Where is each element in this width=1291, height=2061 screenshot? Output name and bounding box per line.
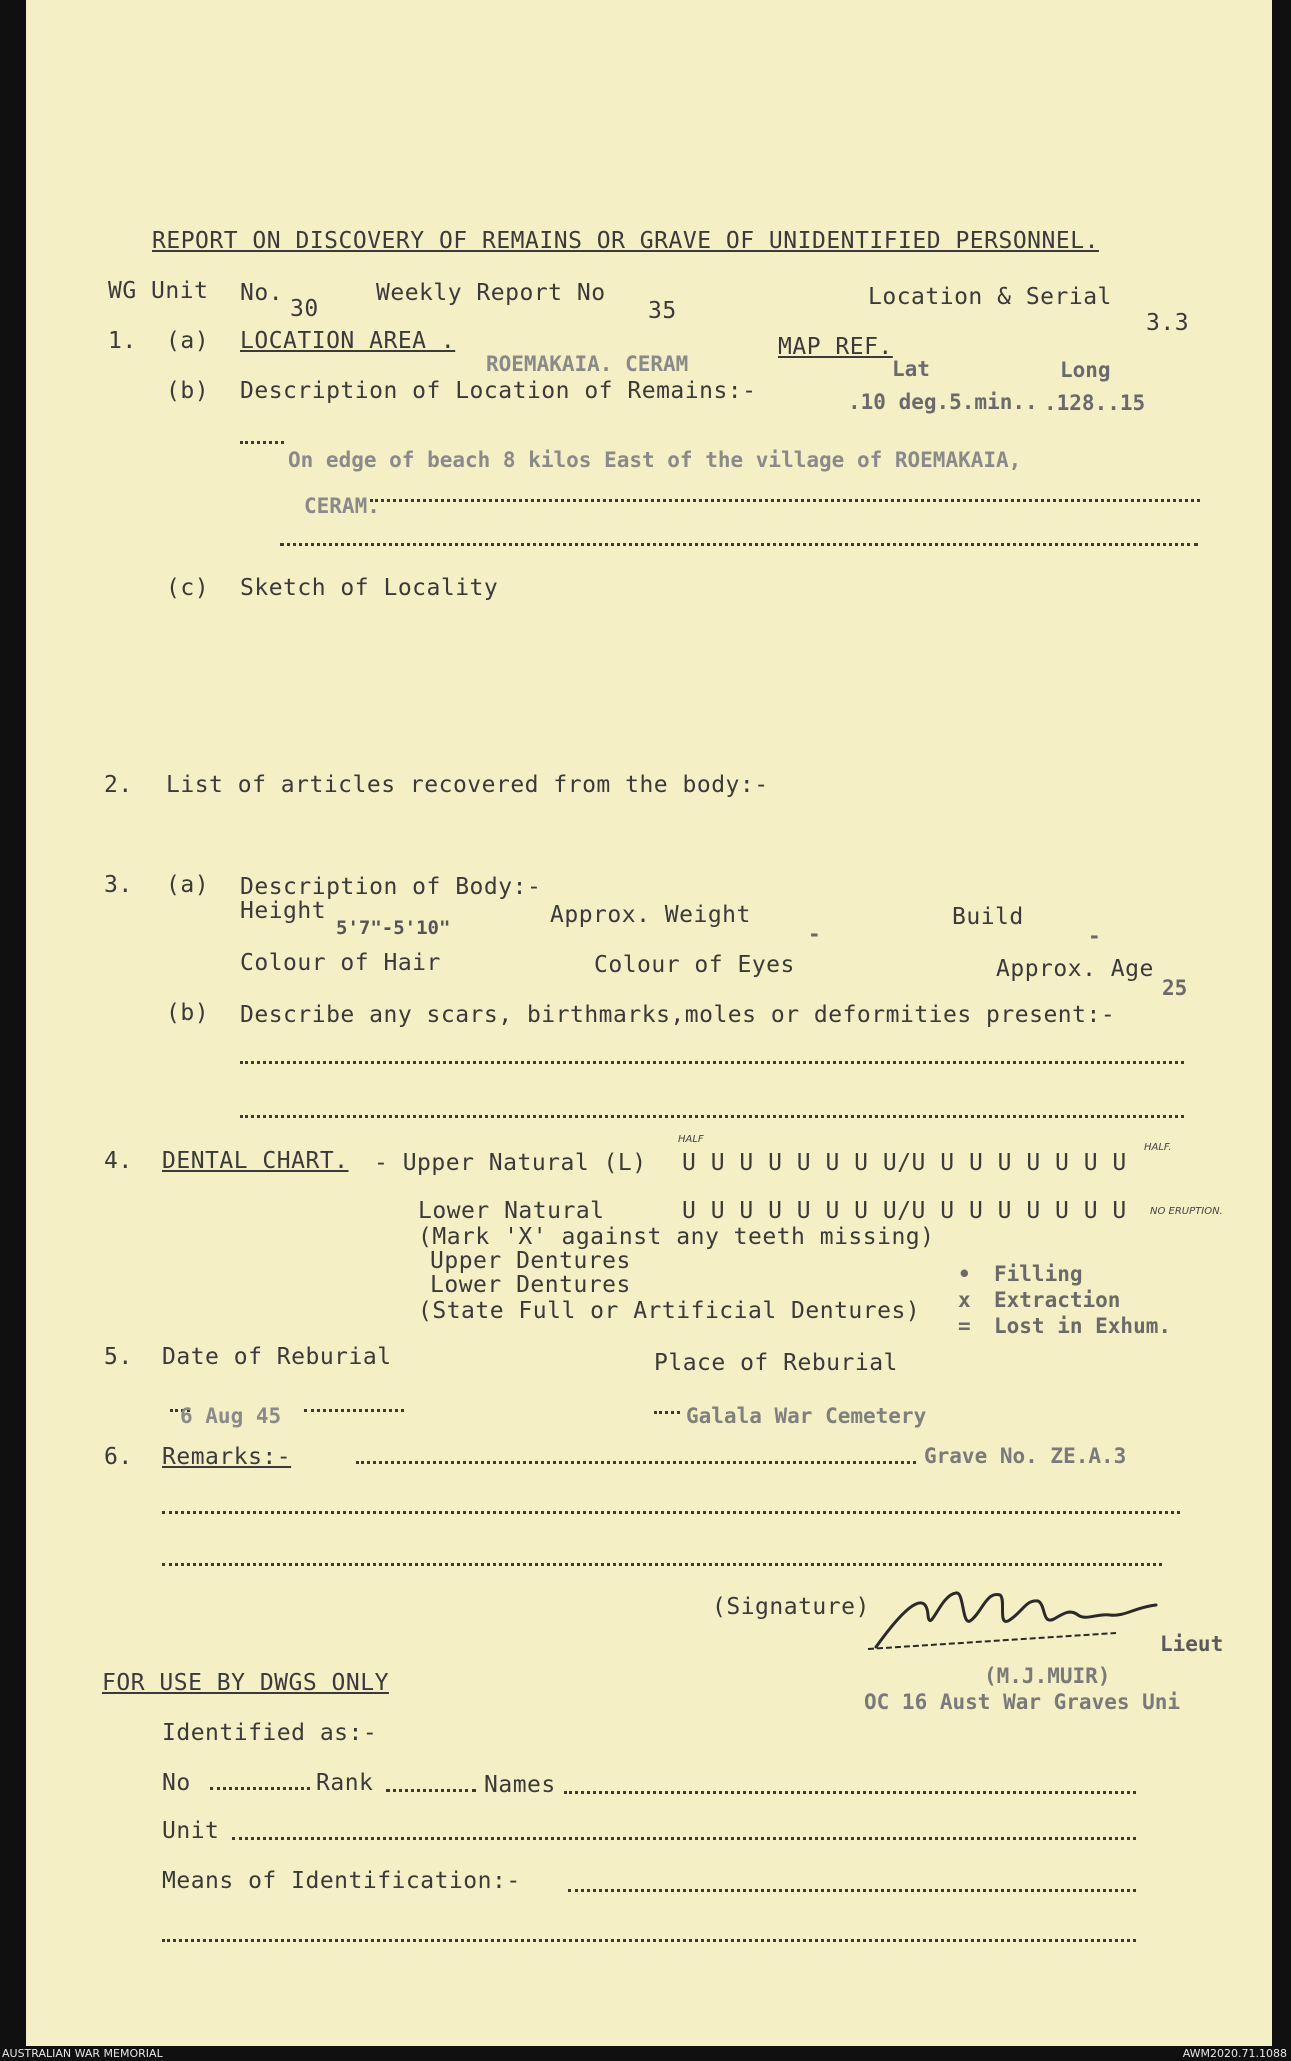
approx-age-value: 25 [1162, 976, 1188, 1000]
upper-dentures-label: Upper Dentures [430, 1248, 631, 1274]
legend-extraction-text: Extraction [994, 1288, 1121, 1312]
half-left-note: HALF [678, 1134, 704, 1145]
archive-reference: AWM2020.71.1088 [1182, 2047, 1287, 2060]
upper-natural-label: - Upper Natural (L) [374, 1150, 647, 1176]
report-title: REPORT ON DISCOVERY OF REMAINS OR GRAVE OF UNIDENTIFIED PERSONNEL. [152, 228, 1099, 254]
dotted-line [356, 1458, 916, 1464]
dotted-line [210, 1784, 310, 1790]
articles-recovered-label: List of articles recovered from the body:- [166, 772, 769, 798]
weekly-report-label: Weekly Report No [376, 280, 606, 306]
dotted-line [280, 540, 1198, 546]
dotted-line [654, 1408, 680, 1414]
signatory-name: (M.J.MUIR) [984, 1664, 1111, 1688]
approx-age-label: Approx. Age [996, 956, 1154, 982]
dwgs-unit-label: Unit [162, 1818, 220, 1844]
sketch-of-locality-label: Sketch of Locality [240, 575, 499, 601]
dotted-line [568, 1886, 1136, 1892]
dotted-line [564, 1788, 1136, 1794]
section-3a-marker: (a) [166, 872, 210, 898]
section-1-number: 1. [108, 328, 137, 354]
section-1a-marker: (a) [166, 328, 210, 354]
dwgs-only-title: FOR USE BY DWGS ONLY [102, 1670, 389, 1696]
no-value: 30 [290, 296, 319, 322]
section-4-number: 4. [104, 1148, 133, 1174]
archive-footer [0, 2046, 1291, 2061]
dwgs-names-label: Names [484, 1772, 556, 1798]
height-value: 5'7"-5'10" [336, 917, 451, 939]
dotted-line [386, 1786, 476, 1792]
lat-label: Lat [892, 357, 930, 381]
signatory-unit: OC 16 Aust War Graves Uni [864, 1690, 1181, 1714]
legend-lost-symbol: = [958, 1314, 971, 1338]
build-label: Build [952, 904, 1024, 930]
dotted-line [162, 1560, 1162, 1566]
lower-teeth-row: U U U U U U U U/U U U U U U U U [682, 1198, 1127, 1224]
lat-value: .10 deg.5.min.. [848, 390, 1038, 414]
location-area-label: LOCATION AREA . [240, 328, 456, 354]
location-description-line-2: CERAM. [304, 494, 380, 518]
hair-colour-label: Colour of Hair [240, 950, 441, 976]
half-right-note: HALF. [1144, 1142, 1172, 1153]
dotted-line [240, 1112, 1184, 1118]
report-form-page [26, 0, 1272, 2046]
weekly-report-value: 35 [648, 298, 677, 324]
body-description-label: Description of Body:- [240, 874, 542, 900]
long-value: .128..15 [1044, 391, 1146, 415]
weight-value: - [808, 922, 821, 946]
state-dentures-note: (State Full or Artificial Dentures) [418, 1298, 921, 1324]
height-label: Height [240, 898, 327, 924]
dotted-line [240, 438, 284, 444]
build-value: - [1088, 924, 1101, 948]
section-1b-marker: (b) [166, 378, 210, 404]
mark-missing-note: (Mark 'X' against any teeth missing) [418, 1224, 935, 1250]
archive-name: AUSTRALIAN WAR MEMORIAL [2, 2047, 163, 2060]
long-label: Long [1060, 358, 1111, 382]
location-serial-label: Location & Serial [868, 284, 1112, 310]
reburial-place-label: Place of Reburial [654, 1350, 898, 1376]
dotted-line [304, 1406, 404, 1412]
map-ref-label: MAP REF. [778, 334, 893, 360]
reburial-date-value: 6 Aug 45 [180, 1404, 282, 1428]
upper-teeth-row: U U U U U U U U/U U U U U U U U [682, 1150, 1127, 1176]
section-2-number: 2. [104, 772, 133, 798]
dotted-line [162, 1936, 1136, 1942]
legend-lost-text: Lost in Exhum. [994, 1314, 1172, 1338]
section-5-number: 5. [104, 1344, 133, 1370]
remarks-label: Remarks:- [162, 1444, 292, 1470]
dotted-line [162, 1508, 1180, 1514]
lower-dentures-label: Lower Dentures [430, 1272, 631, 1298]
signature-rank: Lieut [1160, 1632, 1224, 1656]
identified-as-label: Identified as:- [162, 1720, 378, 1746]
lower-natural-label: Lower Natural [418, 1198, 605, 1224]
scars-label: Describe any scars, birthmarks,moles or deformities present:- [240, 1002, 1116, 1028]
dwgs-rank-label: Rank [316, 1770, 374, 1796]
section-1c-marker: (c) [166, 575, 210, 601]
location-area-value: ROEMAKAIA. CERAM [486, 352, 689, 376]
means-of-identification-label: Means of Identification:- [162, 1868, 521, 1894]
eye-colour-label: Colour of Eyes [594, 952, 795, 978]
reburial-place-value: Galala War Cemetery [686, 1404, 927, 1428]
legend-filling-symbol: • [958, 1262, 971, 1286]
location-serial-value: 3.3 [1146, 310, 1190, 336]
legend-filling-text: Filling [994, 1262, 1083, 1286]
no-label: No. [240, 280, 284, 306]
location-description-line-1: On edge of beach 8 kilos East of the village of ROEMAKAIA, [288, 448, 1022, 472]
grave-number: Grave No. ZE.A.3 [924, 1444, 1127, 1468]
dotted-line [232, 1834, 1136, 1840]
dental-chart-label: DENTAL CHART. [162, 1148, 349, 1174]
location-description-label: Description of Location of Remains:- [240, 378, 757, 404]
dotted-line [370, 496, 1200, 502]
dwgs-no-label: No [162, 1770, 191, 1796]
wg-unit-label: WG Unit [108, 278, 209, 304]
dotted-line [240, 1058, 1184, 1064]
section-3b-marker: (b) [166, 1000, 210, 1026]
section-6-number: 6. [104, 1444, 133, 1470]
reburial-date-label: Date of Reburial [162, 1344, 392, 1370]
section-3-number: 3. [104, 872, 133, 898]
no-eruption-note: NO ERUPTION. [1150, 1206, 1223, 1217]
weight-label: Approx. Weight [550, 902, 751, 928]
signature-label: (Signature) [712, 1594, 870, 1620]
legend-extraction-symbol: x [958, 1288, 971, 1312]
